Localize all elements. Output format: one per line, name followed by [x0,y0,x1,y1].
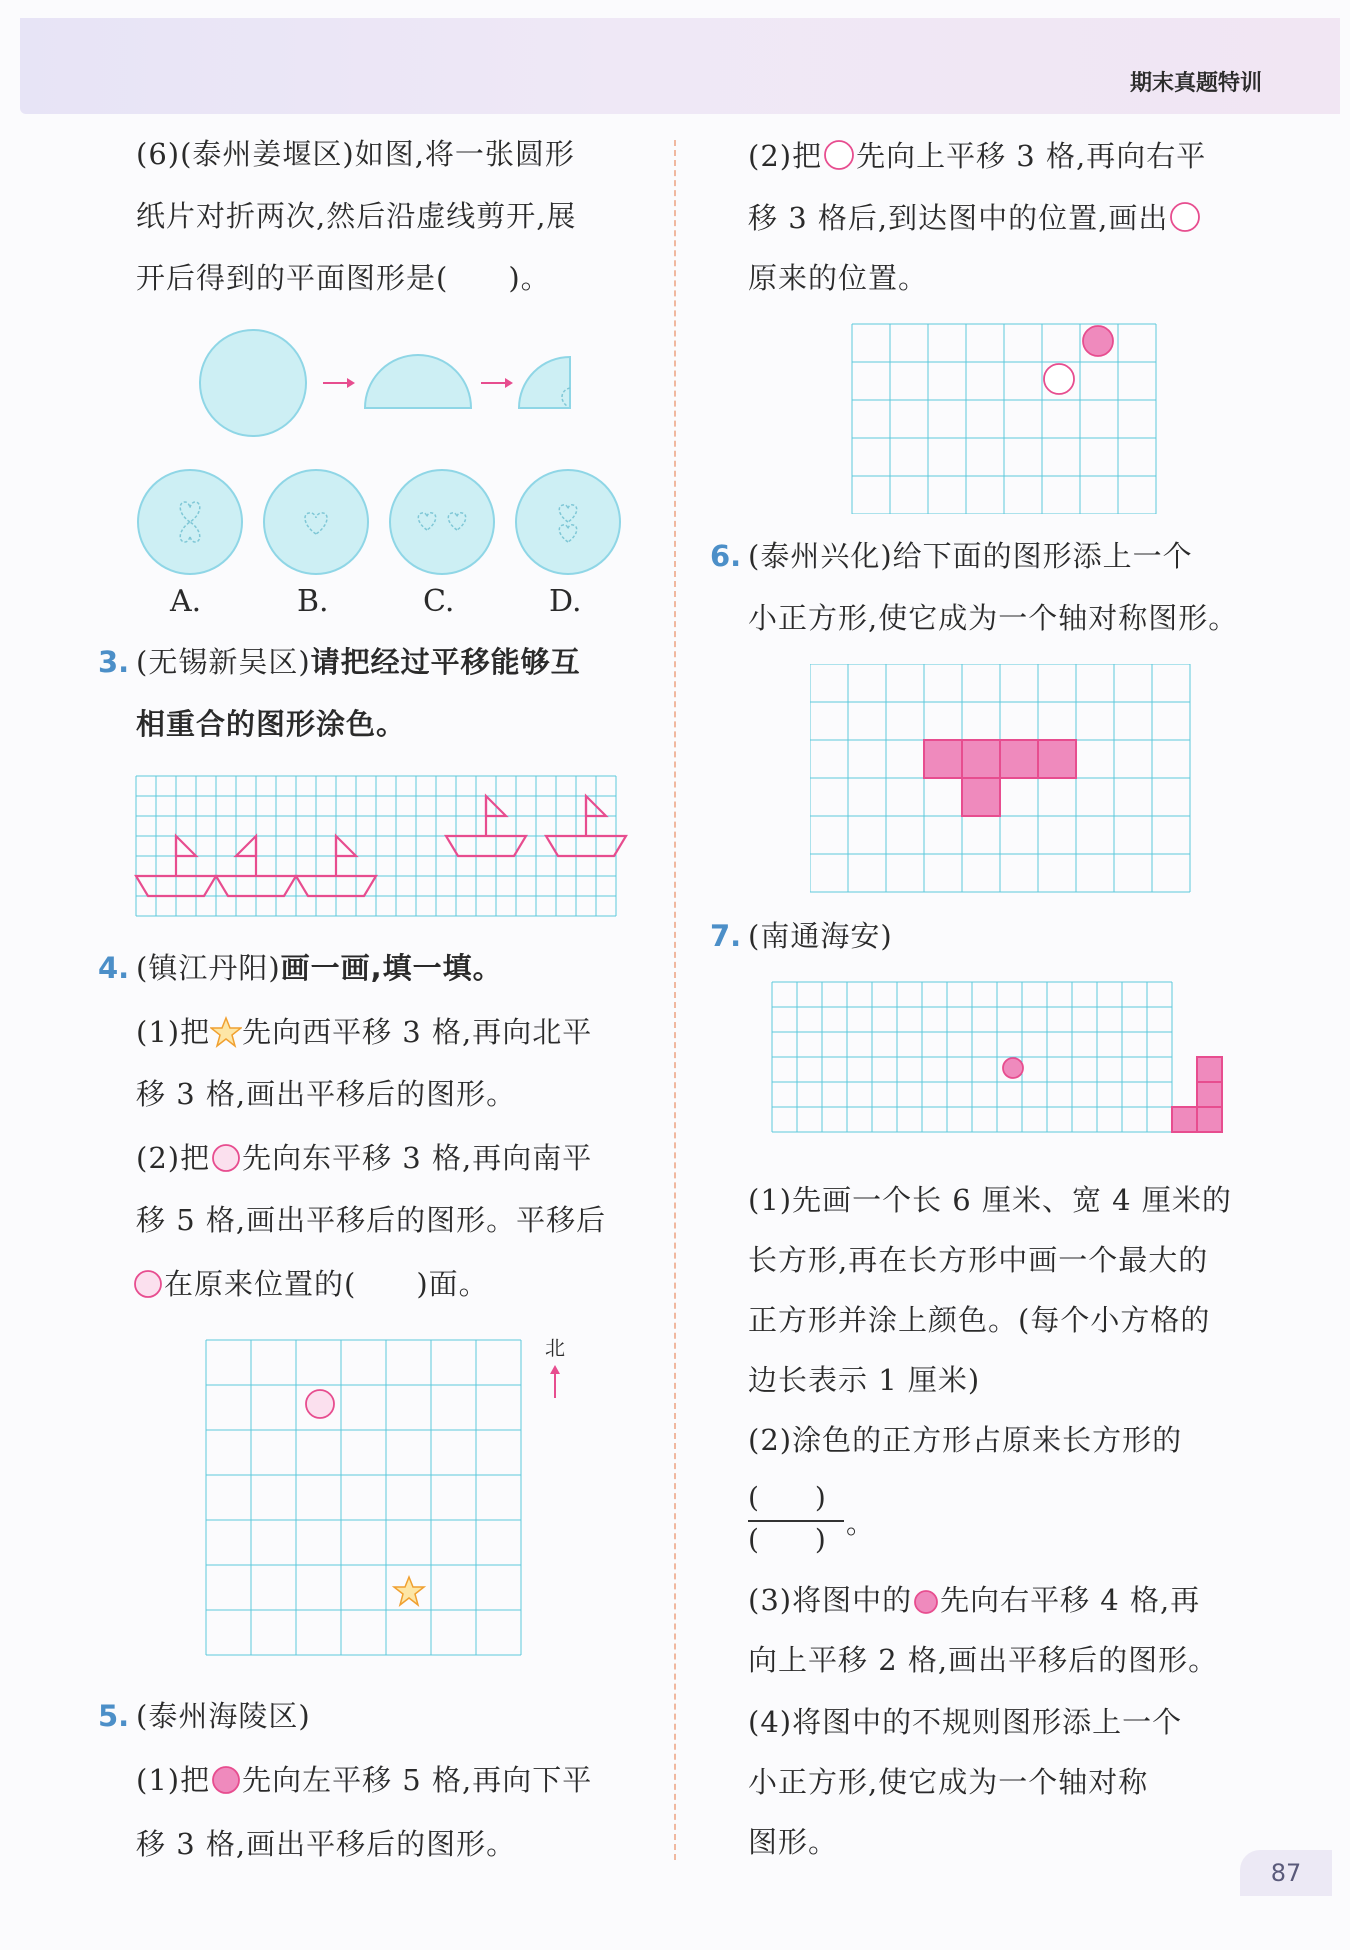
circle-icon [210,1142,242,1174]
irregular-shape [1172,1057,1222,1132]
q3-grid-boats [134,774,634,922]
q2-6-line-2: 纸片对折两次,然后沿虚线剪开,展 [136,199,577,233]
q5-2-line-2 [748,198,1202,238]
q4-p1-line-2: 移 3 格,画出平移后的图形。 [136,1077,517,1111]
q3-number: 3. [98,645,130,679]
circle-outline-icon [822,138,856,172]
fraction-end: 。 [846,1507,875,1540]
q4-p2-line-3 [132,1264,489,1304]
filled-circle-icon [912,1588,940,1616]
page-number: 87 [1240,1850,1332,1896]
q3-grid [136,776,616,916]
q6-line-1: (泰州兴化)给下面的图形添上一个 [748,539,1193,573]
q5-p1-line-2: 移 3 格,画出平移后的图形。 [136,1827,517,1861]
option-c-label[interactable]: C. [423,584,455,619]
q5-p1-text: 先向左平移 5 格,再向下平 [242,1763,593,1797]
q4-number: 4. [98,951,130,985]
page-header [20,18,1340,114]
option-b-label[interactable]: B. [297,584,329,619]
q3-line-2: 相重合的图形涂色。 [136,707,407,741]
q7-p4-line-1: (4)将图中的不规则图形添上一个 [748,1705,1183,1739]
arrow-icon [323,378,355,388]
fraction-denominator[interactable]: ( ) [748,1523,826,1556]
column-divider [674,140,676,1860]
star-marker [394,1577,424,1605]
q4-source: (镇江丹阳) [136,951,281,985]
folding-diagram [195,320,595,450]
arrow-icon [481,378,513,388]
filled-circle-icon [210,1764,242,1796]
q7-p3-line-2: 向上平移 2 格,画出平移后的图形。 [748,1643,1219,1677]
q7-p1-line-4: 边长表示 1 厘米) [748,1363,981,1397]
q3-line-1 [136,642,581,682]
circle-outline-icon [1168,200,1202,234]
q5-2-prefix: (2)把 [748,139,823,173]
fraction-numerator[interactable]: ( ) [748,1481,826,1514]
north-arrow-icon [548,1364,562,1400]
q7-source: (南通海安) [748,919,893,953]
q5-2-text: 先向上平移 3 格,再向右平 [856,139,1207,173]
q5-p1-prefix: (1)把 [136,1763,211,1797]
q7-p3-prefix: (3)将图中的 [748,1583,913,1617]
option-d-label[interactable]: D. [549,584,582,619]
boat-shape-5[interactable] [546,796,626,856]
q5-p1-line-1 [136,1760,592,1800]
option-a-shape[interactable] [138,470,242,574]
q7-p4-line-2: 小正方形,使它成为一个轴对称 [748,1765,1149,1799]
q2-6-line-1: (6)(泰州姜堰区)如图,将一张圆形 [136,137,575,171]
header-title: 期末真题特训 [1129,71,1262,96]
q4-p1-line-1 [136,1012,592,1052]
q4-p2-blank-text: 在原来位置的( )面。 [164,1267,489,1301]
q4-p2-line-2: 移 5 格,画出平移后的图形。平移后 [136,1203,607,1237]
filled-circle-marker [1083,326,1113,356]
filled-circle-marker [1003,1058,1023,1078]
q3-boats[interactable] [136,796,626,896]
q7-grid[interactable] [752,980,1252,1158]
q7-p1-line-3: 正方形并涂上颜色。(每个小方格的 [748,1303,1211,1337]
q6-number: 6. [710,539,742,573]
north-label: 北 [545,1336,566,1360]
q4-p1-text: 先向西平移 3 格,再向北平 [242,1015,593,1049]
q5-grid[interactable] [850,322,1158,514]
q4-p2-text: 先向东平移 3 格,再向南平 [242,1141,593,1175]
q4-p1-prefix: (1)把 [136,1015,211,1049]
q4-grid[interactable] [204,1338,526,1660]
half-circle [365,355,471,408]
q6-grid[interactable] [810,664,1196,898]
q7-p3-text: 先向右平移 4 格,再 [940,1583,1201,1617]
q7-p4-line-3: 图形。 [748,1825,839,1859]
q2-6-line-3: 开后得到的平面图形是( )。 [136,261,551,295]
circle-icon [132,1268,164,1300]
boat-shape-4[interactable] [446,796,526,856]
option-a-label[interactable]: A. [170,584,202,619]
q6-line-2: 小正方形,使它成为一个轴对称图形。 [748,601,1239,635]
q5-2-line-3: 原来的位置。 [748,261,929,295]
q7-p2-line: (2)涂色的正方形占原来长方形的 [748,1423,1183,1457]
q5-2-line-1 [748,136,1206,176]
q7-number: 7. [710,919,742,953]
q4-instruction: 画一画,填一填。 [280,951,503,985]
q7-p3-line-1 [748,1580,1200,1620]
t-shape [924,740,1076,816]
option-d-shape[interactable] [516,470,620,574]
q5-2-text-2: 移 3 格后,到达图中的位置,画出 [748,201,1169,235]
option-b-shape[interactable] [264,470,368,574]
q4-p2-line-1 [136,1138,592,1178]
full-circle [200,330,306,436]
circle-marker [306,1390,334,1418]
q3-text-1: 请把经过平移能够互 [310,645,581,679]
q3-source: (无锡新吴区) [136,645,311,679]
q7-p1-line-2: 长方形,再在长方形中画一个最大的 [748,1243,1209,1277]
option-circles [130,466,630,581]
q4-p2-prefix: (2)把 [136,1141,211,1175]
option-c-shape[interactable] [390,470,494,574]
q4-line-1 [136,948,503,988]
q7-p1-line-1: (1)先画一个长 6 厘米、宽 4 厘米的 [748,1183,1232,1217]
q5-source: (泰州海陵区) [136,1699,311,1733]
q5-number: 5. [98,1699,130,1733]
outline-circle-marker [1044,364,1074,394]
star-icon [210,1016,242,1048]
